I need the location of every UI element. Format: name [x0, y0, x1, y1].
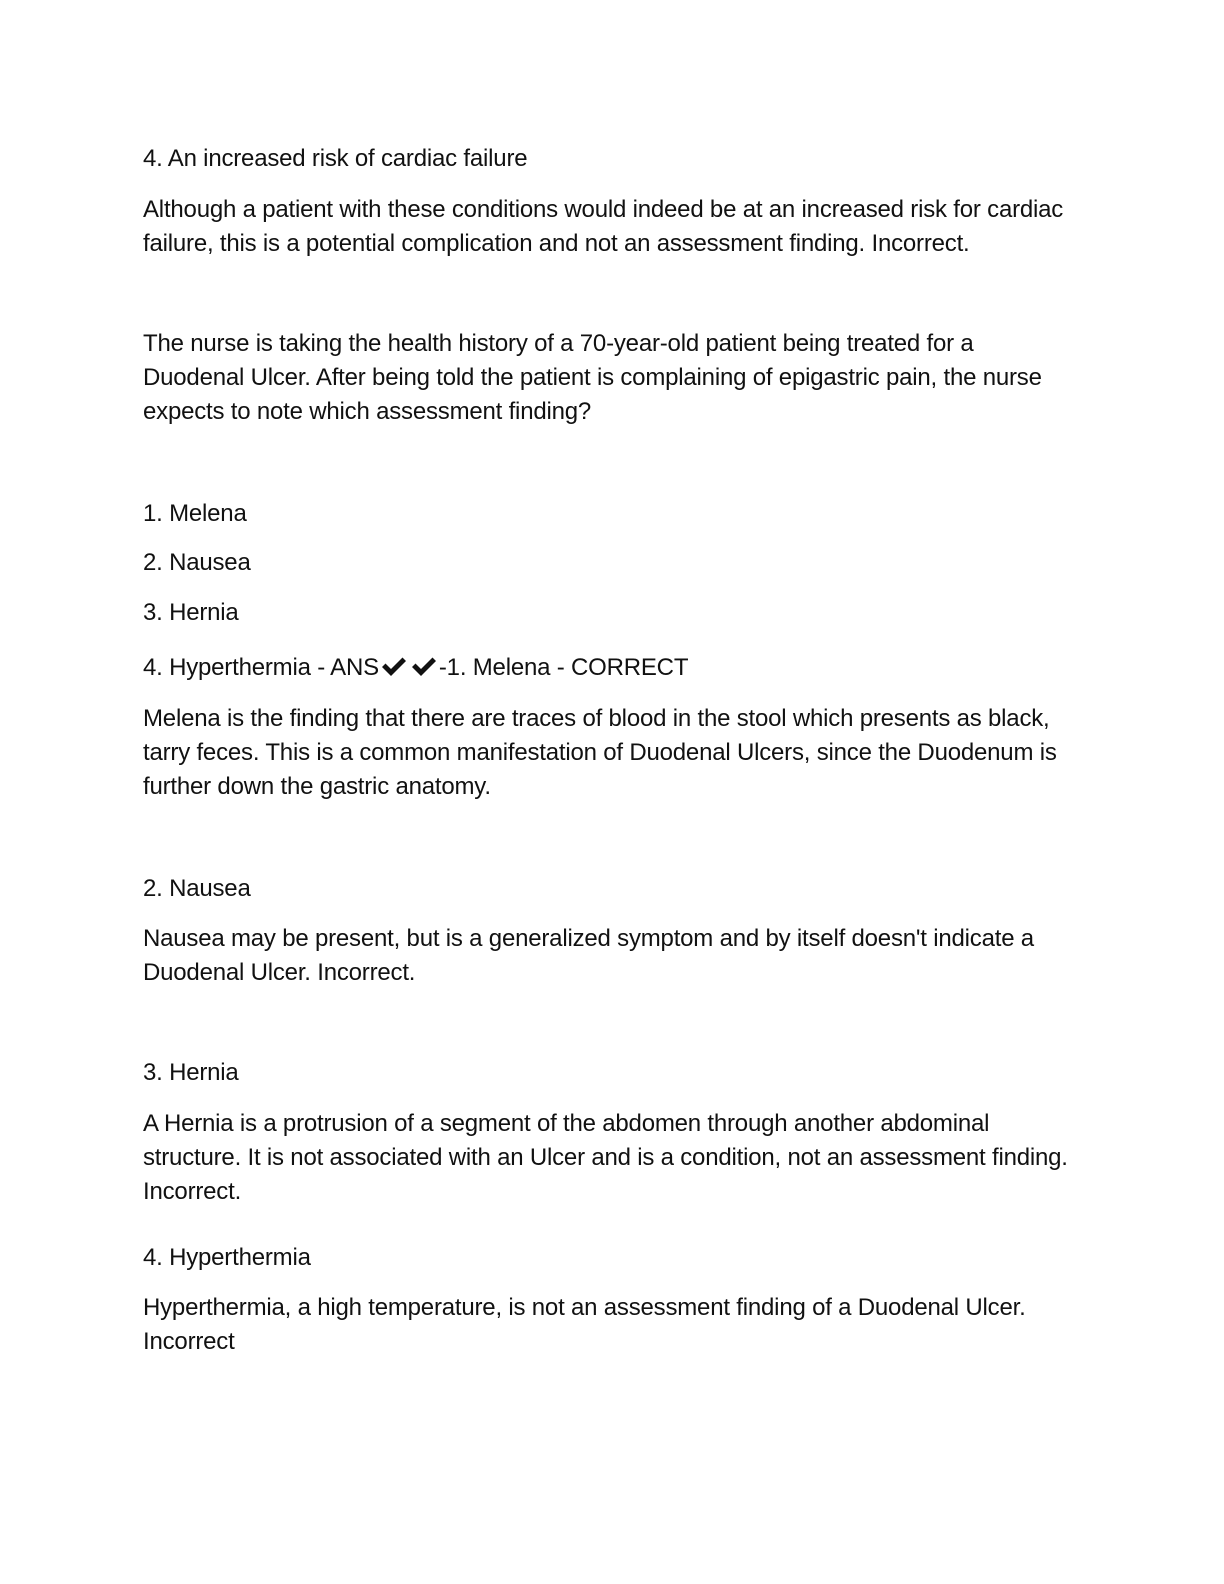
rationale-hyperthermia-explanation: Hyperthermia, a high temperature, is not an assessment finding of a Duodenal Ulcer. Incorrect	[143, 1294, 1026, 1355]
checkmark-icon	[410, 656, 438, 678]
previous-option-explanation: Although a patient with these conditions would indeed be at an increased risk for cardiac failure, this is a potential complication and not an assessment finding. Incorrect.	[143, 196, 1064, 257]
question-option-3: 3. Hernia	[143, 599, 239, 626]
question-stem: The nurse is taking the health history of a 70-year-old patient being treated for a Duodenal Ulcer. After being told the patient is complaining of epigastric pain, the nurse expects to note which assessment finding?	[143, 330, 1042, 425]
answer-text: -1. Melena - CORRECT	[438, 654, 689, 681]
question-option-2: 2. Nausea	[143, 549, 251, 576]
rationale-nausea-heading: 2. Nausea	[143, 875, 251, 902]
rationale-melena-explanation: Melena is the finding that there are traces of blood in the stool which presents as black, tarry feces. This is a common manifestation of Duodenal Ulcers, since the Duodenum is further down the gastric anatomy.	[143, 705, 1057, 800]
rationale-hyperthermia-heading: 4. Hyperthermia	[143, 1244, 311, 1271]
rationale-nausea-explanation: Nausea may be present, but is a generalized symptom and by itself doesn't indicate a Duodenal Ulcer. Incorrect.	[143, 925, 1034, 986]
rationale-hernia-explanation: A Hernia is a protrusion of a segment of the abdomen through another abdominal structure. It is not associated with an Ulcer and is a condition, not an assessment finding. Incorrect.	[143, 1110, 1068, 1205]
rationale-hernia-heading: 3. Hernia	[143, 1059, 239, 1086]
question-option-4-with-answer	[143, 651, 1073, 685]
question-option-1: 1. Melena	[143, 500, 247, 527]
previous-option-heading: 4. An increased risk of cardiac failure	[143, 145, 528, 172]
question-option-4: 4. Hyperthermia - ANS	[143, 654, 379, 681]
checkmark-icon	[380, 656, 408, 678]
